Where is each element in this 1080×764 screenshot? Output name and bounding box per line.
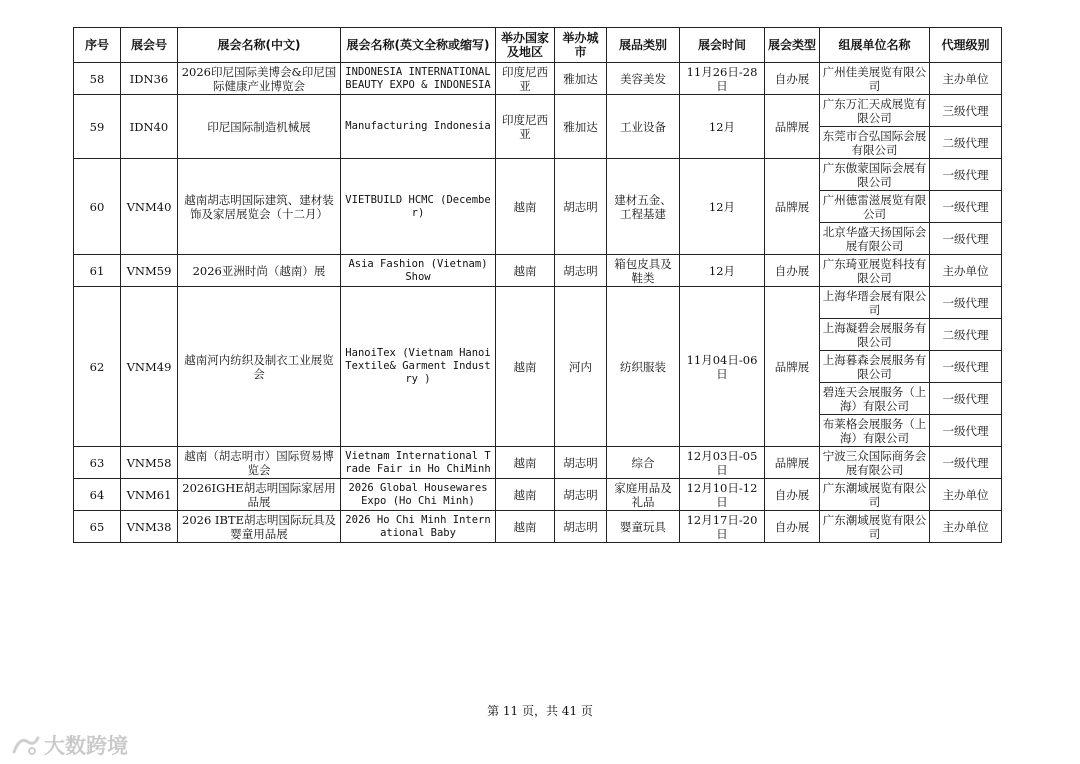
cell-country: 越南	[496, 159, 555, 255]
cell-city: 胡志明	[555, 447, 607, 479]
cell-name-en: INDONESIA INTERNATIONAL BEAUTY EXPO & INDONESIA	[341, 63, 496, 95]
cell-country: 越南	[496, 255, 555, 287]
cell-organizer: 北京华盛天扬国际会展有限公司	[820, 223, 930, 255]
header-row	[74, 28, 1002, 63]
table-row	[74, 447, 1002, 479]
cell-level: 一级代理	[930, 287, 1002, 319]
cell-date: 12月	[680, 159, 765, 255]
col-header-type: 展会类型	[765, 28, 820, 63]
cell-name-en: Manufacturing Indonesia	[341, 95, 496, 159]
cell-category: 美容美发	[607, 63, 680, 95]
cell-category: 纺织服装	[607, 287, 680, 447]
cell-code: VNM61	[121, 479, 178, 511]
cell-no: 64	[74, 479, 121, 511]
cell-code: VNM38	[121, 511, 178, 543]
cell-name-en: VIETBUILD HCMC (December)	[341, 159, 496, 255]
cell-category: 箱包皮具及鞋类	[607, 255, 680, 287]
cell-organizer: 广州德雷滋展览有限公司	[820, 191, 930, 223]
col-header-organizer: 组展单位名称	[820, 28, 930, 63]
cell-name-cn: 2026亚洲时尚（越南）展	[178, 255, 341, 287]
cell-organizer: 广州佳美展览有限公司	[820, 63, 930, 95]
cell-level: 二级代理	[930, 319, 1002, 351]
col-header-name-en: 展会名称(英文全称或缩写)	[341, 28, 496, 63]
cell-type: 自办展	[765, 479, 820, 511]
cell-type: 自办展	[765, 63, 820, 95]
cell-no: 60	[74, 159, 121, 255]
cell-type: 自办展	[765, 511, 820, 543]
cell-date: 12月17日-20日	[680, 511, 765, 543]
cell-city: 胡志明	[555, 511, 607, 543]
cell-country: 越南	[496, 447, 555, 479]
cell-name-cn: 越南（胡志明市）国际贸易博览会	[178, 447, 341, 479]
col-header-level: 代理级别	[930, 28, 1002, 63]
cell-name-cn: 越南胡志明国际建筑、建材装饰及家居展览会（十二月）	[178, 159, 341, 255]
cell-city: 河内	[555, 287, 607, 447]
cell-category: 婴童玩具	[607, 511, 680, 543]
cell-city: 雅加达	[555, 95, 607, 159]
cell-level: 一级代理	[930, 383, 1002, 415]
cell-code: VNM40	[121, 159, 178, 255]
cell-code: VNM49	[121, 287, 178, 447]
watermark	[12, 730, 128, 760]
cell-category: 综合	[607, 447, 680, 479]
table-row	[74, 287, 1002, 319]
cell-category: 工业设备	[607, 95, 680, 159]
col-header-code: 展会号	[121, 28, 178, 63]
cell-name-cn: 2026 IBTE胡志明国际玩具及婴童用品展	[178, 511, 341, 543]
cell-organizer: 上海凝碧会展服务有限公司	[820, 319, 930, 351]
exhibition-table	[73, 27, 1002, 543]
cell-name-en: Vietnam International Trade Fair in Ho ChiMinh	[341, 447, 496, 479]
table-row	[74, 95, 1002, 127]
table-row	[74, 159, 1002, 191]
cell-organizer: 广东万汇天成展览有限公司	[820, 95, 930, 127]
cell-date: 12月	[680, 95, 765, 159]
cell-name-cn: 越南河内纺织及制衣工业展览会	[178, 287, 341, 447]
cell-level: 一级代理	[930, 447, 1002, 479]
cell-code: IDN40	[121, 95, 178, 159]
page-footer: 第 11 页，共 41 页	[487, 704, 593, 718]
watermark-text: 大数跨境	[44, 734, 128, 758]
cell-name-en: HanoiTex (Vietnam Hanoi Textile& Garment Industry )	[341, 287, 496, 447]
cell-name-cn: 2026IGHE胡志明国际家居用品展	[178, 479, 341, 511]
cell-country: 印度尼西亚	[496, 95, 555, 159]
cell-type: 品牌展	[765, 447, 820, 479]
cell-level: 主办单位	[930, 511, 1002, 543]
cell-level: 主办单位	[930, 63, 1002, 95]
table-row	[74, 255, 1002, 287]
cell-city: 胡志明	[555, 159, 607, 255]
cell-level: 一级代理	[930, 191, 1002, 223]
cell-code: IDN36	[121, 63, 178, 95]
col-header-no: 序号	[74, 28, 121, 63]
cell-country: 越南	[496, 479, 555, 511]
cell-country: 越南	[496, 287, 555, 447]
cell-country: 越南	[496, 511, 555, 543]
cell-code: VNM59	[121, 255, 178, 287]
cell-no: 61	[74, 255, 121, 287]
cell-city: 雅加达	[555, 63, 607, 95]
cell-country: 印度尼西亚	[496, 63, 555, 95]
watermark-logo-icon	[12, 734, 40, 756]
cell-level: 二级代理	[930, 127, 1002, 159]
cell-city: 胡志明	[555, 255, 607, 287]
cell-date: 12月	[680, 255, 765, 287]
cell-category: 建材五金、工程基建	[607, 159, 680, 255]
cell-level: 一级代理	[930, 351, 1002, 383]
cell-level: 一级代理	[930, 415, 1002, 447]
cell-organizer: 上海华瑨会展有限公司	[820, 287, 930, 319]
cell-level: 一级代理	[930, 223, 1002, 255]
cell-organizer: 广东潮域展览有限公司	[820, 511, 930, 543]
cell-level: 一级代理	[930, 159, 1002, 191]
cell-category: 家庭用品及礼品	[607, 479, 680, 511]
col-header-name-cn: 展会名称(中文)	[178, 28, 341, 63]
cell-type: 品牌展	[765, 287, 820, 447]
cell-organizer: 宁波三众国际商务会展有限公司	[820, 447, 930, 479]
cell-name-en: 2026 Global Housewares Expo (Ho Chi Minh)	[341, 479, 496, 511]
cell-organizer: 广东潮域展览有限公司	[820, 479, 930, 511]
cell-no: 63	[74, 447, 121, 479]
cell-type: 品牌展	[765, 159, 820, 255]
cell-city: 胡志明	[555, 479, 607, 511]
cell-organizer: 碧连天会展服务（上海）有限公司	[820, 383, 930, 415]
cell-no: 65	[74, 511, 121, 543]
cell-date: 12月10日-12日	[680, 479, 765, 511]
cell-date: 11月26日-28日	[680, 63, 765, 95]
cell-no: 62	[74, 287, 121, 447]
cell-level: 主办单位	[930, 479, 1002, 511]
cell-organizer: 布莱格会展服务（上海）有限公司	[820, 415, 930, 447]
table-row	[74, 511, 1002, 543]
cell-level: 三级代理	[930, 95, 1002, 127]
cell-no: 59	[74, 95, 121, 159]
cell-date: 12月03日-05日	[680, 447, 765, 479]
table-body	[74, 63, 1002, 543]
col-header-date: 展会时间	[680, 28, 765, 63]
col-header-country: 举办国家及地区	[496, 28, 555, 63]
cell-name-cn: 印尼国际制造机械展	[178, 95, 341, 159]
cell-name-en: Asia Fashion (Vietnam) Show	[341, 255, 496, 287]
col-header-category: 展品类别	[607, 28, 680, 63]
cell-organizer: 广东傲蒙国际会展有限公司	[820, 159, 930, 191]
cell-name-cn: 2026印尼国际美博会&印尼国际健康产业博览会	[178, 63, 341, 95]
cell-organizer: 广东琦亚展览科技有限公司	[820, 255, 930, 287]
cell-code: VNM58	[121, 447, 178, 479]
cell-type: 品牌展	[765, 95, 820, 159]
cell-no: 58	[74, 63, 121, 95]
col-header-city: 举办城市	[555, 28, 607, 63]
cell-name-en: 2026 Ho Chi Minh International Baby	[341, 511, 496, 543]
cell-level: 主办单位	[930, 255, 1002, 287]
cell-date: 11月04日-06日	[680, 287, 765, 447]
cell-type: 自办展	[765, 255, 820, 287]
table-row	[74, 479, 1002, 511]
cell-organizer: 上海暮森会展服务有限公司	[820, 351, 930, 383]
table-row	[74, 63, 1002, 95]
cell-organizer: 东莞市合弘国际会展有限公司	[820, 127, 930, 159]
